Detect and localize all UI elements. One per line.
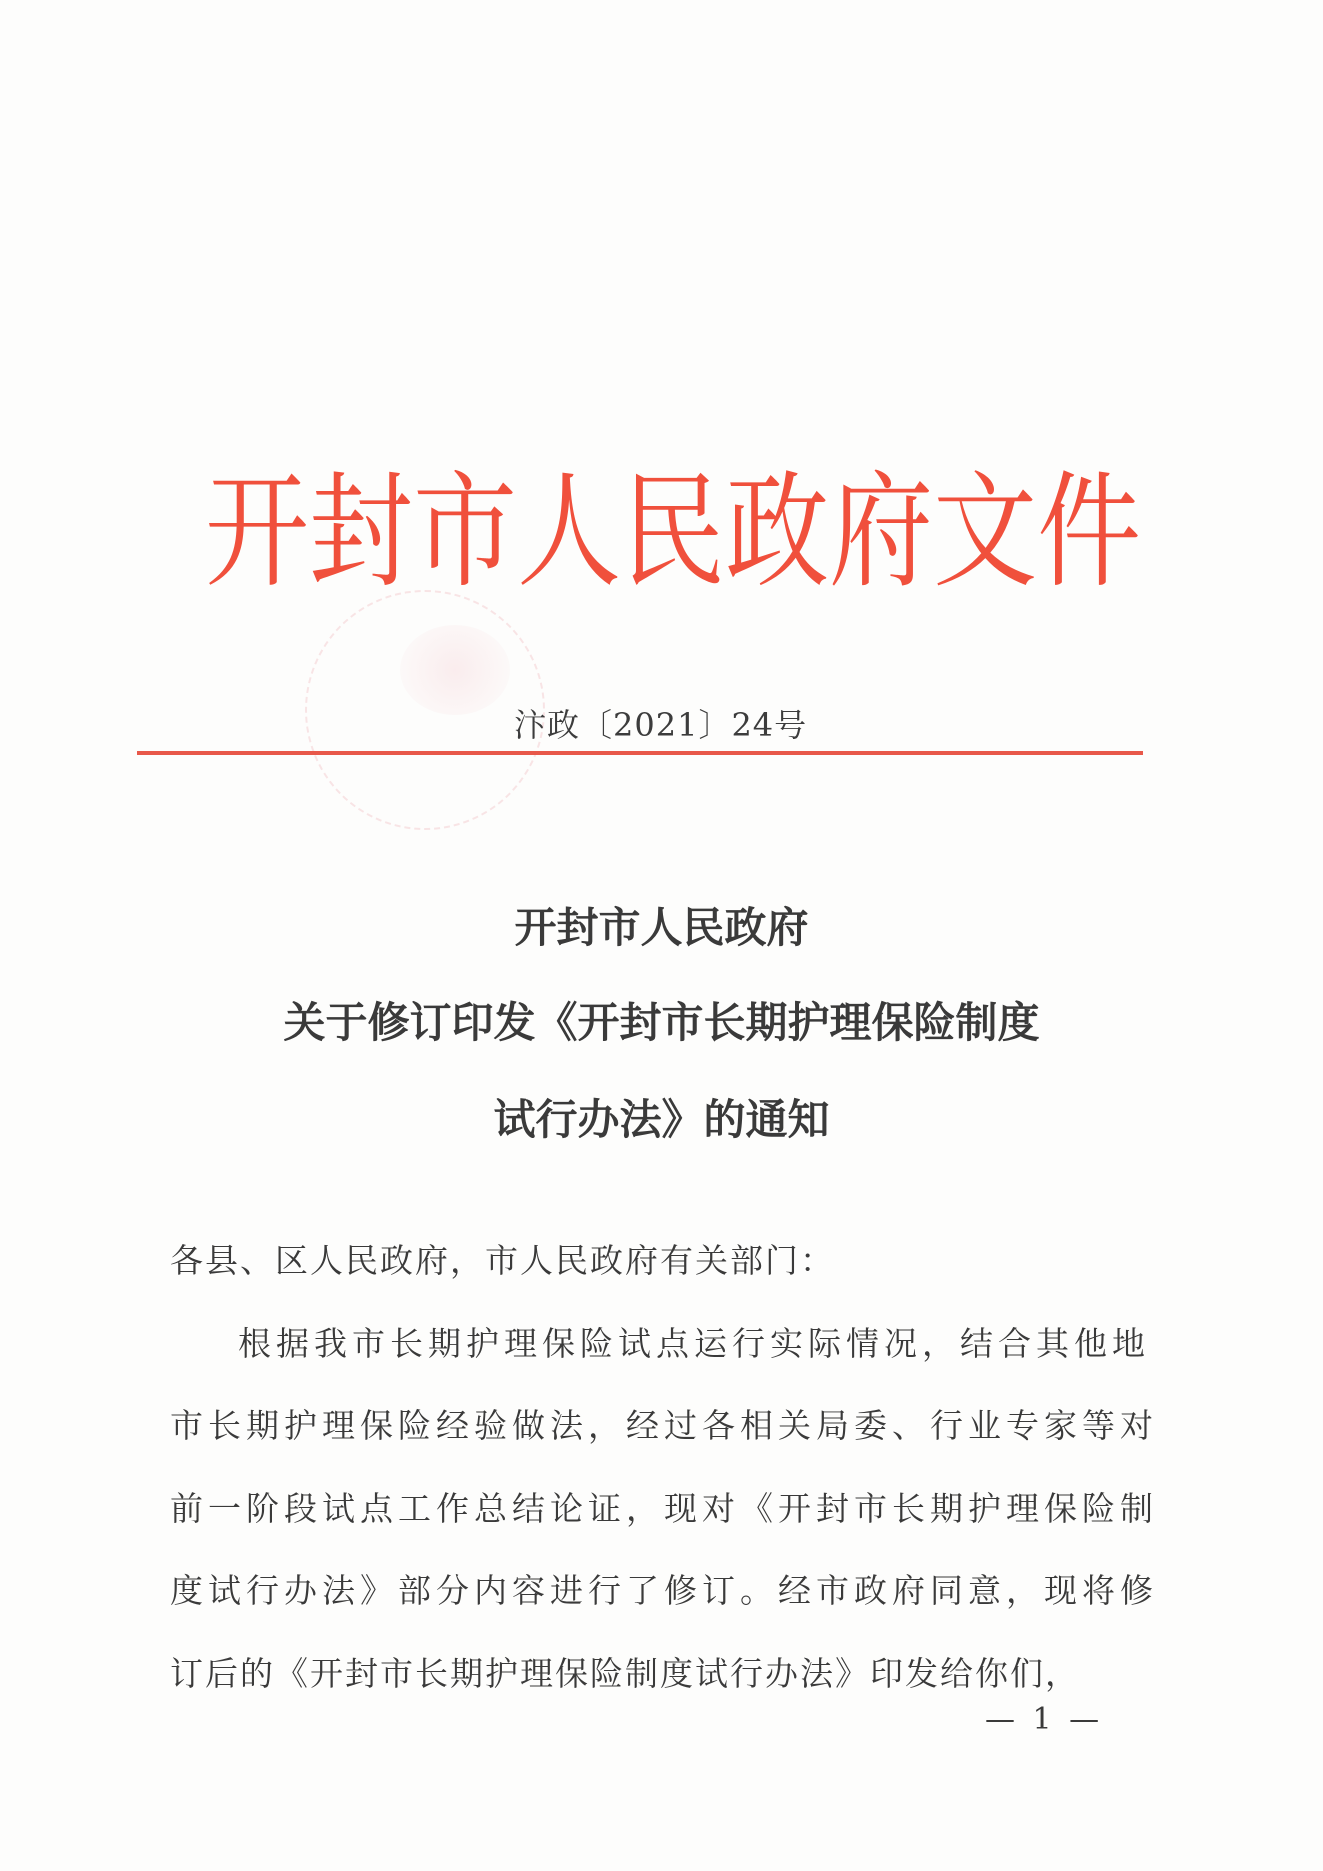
issuer-char: 人	[517, 458, 622, 606]
notice-title-line-2: 关于修订印发《开封市长期护理保险制度	[283, 998, 1040, 1047]
body-line: 前一阶段试点工作总结论证，现对《开封市长期护理保险制	[170, 1489, 1158, 1528]
issuer-char: 文	[933, 458, 1038, 606]
issuer-char: 件	[1037, 458, 1142, 606]
notice-title-line-1: 开封市人民政府	[514, 903, 809, 952]
body-line: 市长期护理保险经验做法，经过各相关局委、行业专家等对	[170, 1406, 1158, 1445]
issuer-char: 府	[829, 458, 934, 606]
issuer-char: 民	[621, 458, 726, 606]
salutation: 各县、区人民政府，市人民政府有关部门：	[170, 1241, 835, 1280]
page-number: — 1 —	[985, 1702, 1104, 1737]
document-number: 汴政〔2021〕24号	[514, 706, 808, 744]
notice-title-line-3: 试行办法》的通知	[493, 1095, 830, 1144]
faint-seal-stamp	[305, 590, 545, 830]
issuer-char: 市	[413, 458, 518, 606]
issuer-char: 政	[725, 458, 830, 606]
issuer-header-title	[205, 458, 1142, 606]
body-line: 订后的《开封市长期护理保险制度试行办法》印发给你们，	[170, 1654, 1080, 1693]
body-line: 根据我市长期护理保险试点运行实际情况，结合其他地	[238, 1324, 1150, 1363]
body-line: 度试行办法》部分内容进行了修订。经市政府同意，现将修	[170, 1571, 1158, 1610]
issuer-char: 封	[309, 458, 414, 606]
faint-seal-stamp-center	[400, 625, 510, 715]
issuer-char: 开	[205, 458, 310, 606]
red-divider-rule	[137, 751, 1143, 755]
